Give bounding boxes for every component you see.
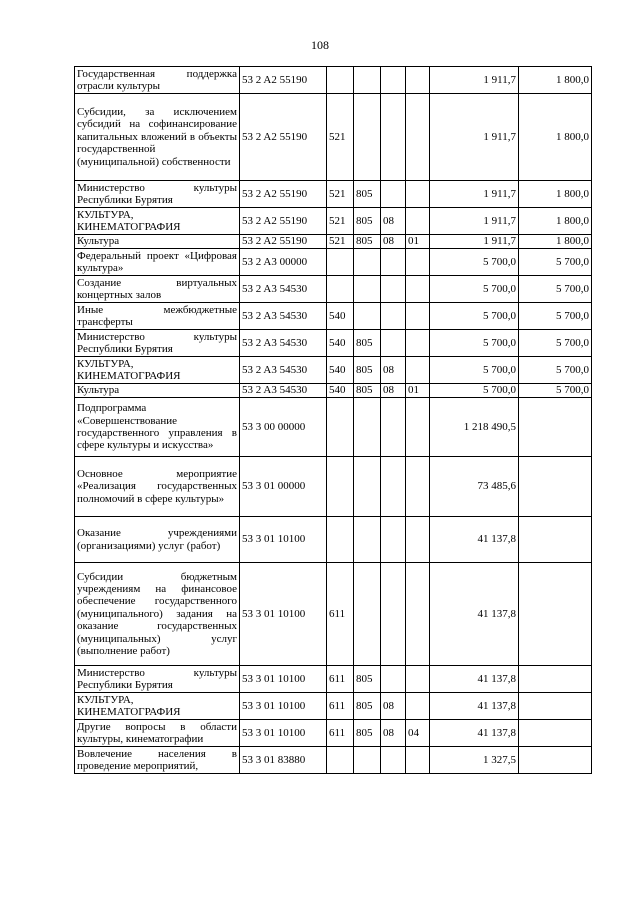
cell-sum-1: 1 911,7 <box>430 235 519 249</box>
cell-pr <box>406 457 430 517</box>
cell-grbs <box>354 276 381 303</box>
cell-code: 53 2 A3 54530 <box>240 357 327 384</box>
cell-rz <box>381 563 406 666</box>
cell-sum-2: 5 700,0 <box>519 249 592 276</box>
cell-rz <box>381 330 406 357</box>
cell-code: 53 2 A3 54530 <box>240 330 327 357</box>
cell-sum-2 <box>519 747 592 774</box>
cell-name: Другие вопросы в области культуры, кинематографии <box>75 720 240 747</box>
cell-sum-1: 5 700,0 <box>430 330 519 357</box>
cell-name: Федеральный проект «Цифровая культура» <box>75 249 240 276</box>
cell-vr <box>327 67 354 94</box>
cell-rz <box>381 249 406 276</box>
table-row <box>75 330 592 357</box>
cell-sum-2: 1 800,0 <box>519 208 592 235</box>
cell-sum-1: 5 700,0 <box>430 384 519 398</box>
cell-pr <box>406 330 430 357</box>
cell-rz <box>381 67 406 94</box>
cell-name: КУЛЬТУРА, КИНЕМАТОГРАФИЯ <box>75 357 240 384</box>
cell-pr <box>406 666 430 693</box>
cell-rz: 08 <box>381 235 406 249</box>
cell-pr <box>406 181 430 208</box>
cell-rz <box>381 94 406 181</box>
cell-code: 53 3 01 10100 <box>240 563 327 666</box>
cell-vr: 521 <box>327 94 354 181</box>
cell-sum-1: 41 137,8 <box>430 563 519 666</box>
cell-pr: 01 <box>406 235 430 249</box>
cell-grbs <box>354 563 381 666</box>
cell-pr <box>406 563 430 666</box>
cell-pr <box>406 249 430 276</box>
cell-vr <box>327 517 354 563</box>
cell-sum-1: 1 911,7 <box>430 208 519 235</box>
cell-rz <box>381 303 406 330</box>
cell-vr: 540 <box>327 330 354 357</box>
cell-vr: 611 <box>327 693 354 720</box>
cell-grbs: 805 <box>354 181 381 208</box>
cell-rz: 08 <box>381 693 406 720</box>
cell-code: 53 3 01 10100 <box>240 517 327 563</box>
table-row <box>75 563 592 666</box>
cell-name: КУЛЬТУРА, КИНЕМАТОГРАФИЯ <box>75 208 240 235</box>
cell-sum-1: 1 911,7 <box>430 67 519 94</box>
cell-sum-2: 5 700,0 <box>519 330 592 357</box>
cell-rz <box>381 398 406 457</box>
cell-rz: 08 <box>381 208 406 235</box>
cell-sum-2: 1 800,0 <box>519 67 592 94</box>
cell-code: 53 2 A2 55190 <box>240 208 327 235</box>
cell-name: Создание виртуальных концертных залов <box>75 276 240 303</box>
table-row <box>75 67 592 94</box>
cell-name: Государственная поддержка отрасли культуры <box>75 67 240 94</box>
cell-name: Иные межбюджетные трансферты <box>75 303 240 330</box>
cell-name: Культура <box>75 384 240 398</box>
cell-vr <box>327 457 354 517</box>
cell-rz <box>381 666 406 693</box>
cell-grbs: 805 <box>354 693 381 720</box>
cell-sum-1: 5 700,0 <box>430 276 519 303</box>
cell-vr <box>327 398 354 457</box>
cell-sum-1: 1 327,5 <box>430 747 519 774</box>
cell-code: 53 3 01 10100 <box>240 720 327 747</box>
cell-code: 53 2 A3 00000 <box>240 249 327 276</box>
cell-sum-1: 5 700,0 <box>430 249 519 276</box>
cell-rz <box>381 747 406 774</box>
cell-pr <box>406 398 430 457</box>
cell-pr <box>406 747 430 774</box>
cell-vr: 611 <box>327 720 354 747</box>
cell-grbs: 805 <box>354 330 381 357</box>
cell-sum-2 <box>519 563 592 666</box>
table-row <box>75 181 592 208</box>
cell-sum-1: 1 911,7 <box>430 181 519 208</box>
cell-grbs <box>354 747 381 774</box>
cell-sum-2 <box>519 693 592 720</box>
cell-pr <box>406 94 430 181</box>
cell-sum-1: 1 218 490,5 <box>430 398 519 457</box>
cell-sum-2 <box>519 720 592 747</box>
cell-grbs <box>354 67 381 94</box>
cell-vr: 521 <box>327 235 354 249</box>
cell-code: 53 3 01 10100 <box>240 693 327 720</box>
cell-pr <box>406 276 430 303</box>
cell-code: 53 2 A3 54530 <box>240 276 327 303</box>
cell-name: Субсидии, за исключением субсидий на софинансирование капитальных вложений в объекты государственной (муниципальной) собственности <box>75 94 240 181</box>
cell-pr <box>406 693 430 720</box>
cell-grbs: 805 <box>354 208 381 235</box>
cell-vr: 611 <box>327 666 354 693</box>
cell-rz: 08 <box>381 384 406 398</box>
cell-sum-2 <box>519 666 592 693</box>
cell-rz: 08 <box>381 357 406 384</box>
cell-sum-2: 1 800,0 <box>519 94 592 181</box>
table-row <box>75 94 592 181</box>
cell-grbs <box>354 249 381 276</box>
table-row <box>75 303 592 330</box>
cell-code: 53 3 01 83880 <box>240 747 327 774</box>
cell-rz: 08 <box>381 720 406 747</box>
cell-code: 53 2 A3 54530 <box>240 384 327 398</box>
cell-pr <box>406 303 430 330</box>
cell-code: 53 3 01 00000 <box>240 457 327 517</box>
cell-grbs: 805 <box>354 235 381 249</box>
cell-vr: 521 <box>327 181 354 208</box>
table-body <box>75 67 592 774</box>
cell-code: 53 2 A2 55190 <box>240 94 327 181</box>
table-row <box>75 666 592 693</box>
cell-vr: 540 <box>327 357 354 384</box>
cell-code: 53 2 A2 55190 <box>240 181 327 208</box>
cell-sum-2: 5 700,0 <box>519 384 592 398</box>
cell-grbs <box>354 398 381 457</box>
table-row <box>75 693 592 720</box>
cell-vr: 540 <box>327 384 354 398</box>
cell-sum-2: 5 700,0 <box>519 303 592 330</box>
cell-rz <box>381 457 406 517</box>
cell-grbs: 805 <box>354 720 381 747</box>
table-row <box>75 208 592 235</box>
cell-name: Подпрограмма «Совершенствование государственного управления в сфере культуры и искусства» <box>75 398 240 457</box>
cell-sum-1: 41 137,8 <box>430 693 519 720</box>
page-number: 108 <box>311 38 329 52</box>
cell-sum-2: 5 700,0 <box>519 357 592 384</box>
cell-code: 53 2 A2 55190 <box>240 67 327 94</box>
cell-code: 53 2 A2 55190 <box>240 235 327 249</box>
cell-rz <box>381 276 406 303</box>
cell-code: 53 3 00 00000 <box>240 398 327 457</box>
table-row <box>75 384 592 398</box>
cell-vr: 521 <box>327 208 354 235</box>
cell-name: Министерство культуры Республики Бурятия <box>75 330 240 357</box>
table-row <box>75 747 592 774</box>
cell-name: Министерство культуры Республики Бурятия <box>75 666 240 693</box>
cell-sum-1: 5 700,0 <box>430 357 519 384</box>
cell-grbs <box>354 94 381 181</box>
cell-grbs: 805 <box>354 357 381 384</box>
cell-sum-2: 1 800,0 <box>519 181 592 208</box>
cell-vr: 540 <box>327 303 354 330</box>
cell-sum-1: 73 485,6 <box>430 457 519 517</box>
cell-grbs: 805 <box>354 666 381 693</box>
cell-name: Министерство культуры Республики Бурятия <box>75 181 240 208</box>
cell-name: Основное мероприятие «Реализация государственных полномочий в сфере культуры» <box>75 457 240 517</box>
cell-pr <box>406 67 430 94</box>
cell-sum-2 <box>519 398 592 457</box>
cell-sum-2 <box>519 457 592 517</box>
cell-code: 53 3 01 10100 <box>240 666 327 693</box>
table-row <box>75 398 592 457</box>
cell-name: КУЛЬТУРА, КИНЕМАТОГРАФИЯ <box>75 693 240 720</box>
cell-vr <box>327 276 354 303</box>
cell-sum-2: 1 800,0 <box>519 235 592 249</box>
cell-pr: 01 <box>406 384 430 398</box>
cell-sum-1: 41 137,8 <box>430 517 519 563</box>
cell-sum-2 <box>519 517 592 563</box>
cell-name: Культура <box>75 235 240 249</box>
cell-pr: 04 <box>406 720 430 747</box>
cell-grbs: 805 <box>354 384 381 398</box>
cell-pr <box>406 517 430 563</box>
cell-vr <box>327 249 354 276</box>
cell-sum-1: 1 911,7 <box>430 94 519 181</box>
table-row <box>75 720 592 747</box>
cell-grbs <box>354 303 381 330</box>
table-row <box>75 249 592 276</box>
cell-grbs <box>354 457 381 517</box>
cell-vr: 611 <box>327 563 354 666</box>
cell-sum-2: 5 700,0 <box>519 276 592 303</box>
table-row <box>75 457 592 517</box>
cell-rz <box>381 517 406 563</box>
table-row <box>75 276 592 303</box>
table-row <box>75 235 592 249</box>
cell-pr <box>406 357 430 384</box>
cell-name: Оказание учреждениями (организациями) услуг (работ) <box>75 517 240 563</box>
cell-name: Субсидии бюджетным учреждениям на финансовое обеспечение государственного (муниципального) задания на оказание государственных (муниципальных) услуг (выполнение работ) <box>75 563 240 666</box>
table-row <box>75 357 592 384</box>
table-row <box>75 517 592 563</box>
cell-rz <box>381 181 406 208</box>
cell-grbs <box>354 517 381 563</box>
cell-sum-1: 5 700,0 <box>430 303 519 330</box>
cell-vr <box>327 747 354 774</box>
cell-sum-1: 41 137,8 <box>430 720 519 747</box>
cell-code: 53 2 A3 54530 <box>240 303 327 330</box>
cell-name: Вовлечение населения в проведение мероприятий, <box>75 747 240 774</box>
cell-pr <box>406 208 430 235</box>
cell-sum-1: 41 137,8 <box>430 666 519 693</box>
budget-table <box>74 66 592 774</box>
